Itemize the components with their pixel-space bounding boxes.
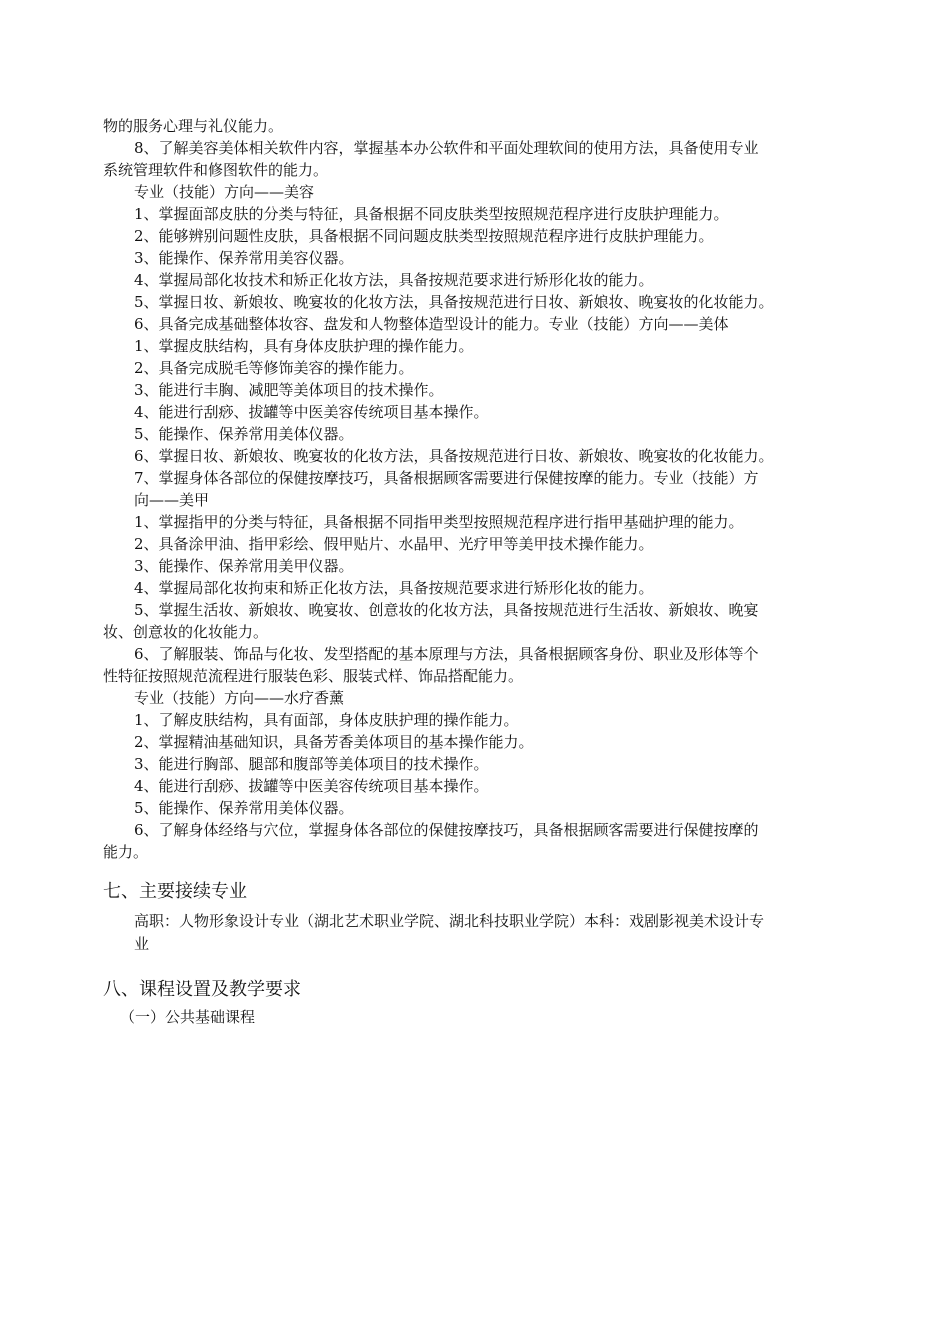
subsection-title: 专业（技能）方向——美容 xyxy=(134,183,315,201)
text-line: 系统管理软件和修图软件的能力。 xyxy=(103,161,329,179)
text-line: 4、能进行刮痧、拔罐等中医美容传统项目基本操作。 xyxy=(134,403,489,421)
text-line: 向——美甲 xyxy=(134,491,210,509)
text-line: 1、掌握面部皮肤的分类与特征，具备根据不同皮肤类型按照规范程序进行皮肤护理能力。 xyxy=(134,205,729,223)
text-line: 3、能操作、保养常用美容仪器。 xyxy=(134,249,354,267)
text-line: 6、了解服装、饰品与化妆、发型搭配的基本原理与方法，具备根据顾客身份、职业及形体等个 xyxy=(134,645,759,663)
section-heading-8: 八、课程设置及教学要求 xyxy=(103,979,301,1000)
text-line: 8、了解美容美体相关软件内容，掌握基本办公软件和平面处理软间的使用方法，具备使用专业 xyxy=(134,139,759,157)
text-line: 妆、创意妆的化妆能力。 xyxy=(103,623,269,641)
text-line: 2、能够辨别问题性皮肤，具备根据不同问题皮肤类型按照规范程序进行皮肤护理能力。 xyxy=(134,227,714,245)
text-line: 性特征按照规范流程进行服装色彩、服装式样、饰品搭配能力。 xyxy=(103,667,524,685)
text-line: 1、掌握皮肤结构，具有身体皮肤护理的操作能力。 xyxy=(134,337,474,355)
text-line: 1、掌握指甲的分类与特征，具备根据不同指甲类型按照规范程序进行指甲基础护理的能力。 xyxy=(134,513,744,531)
text-line: 3、能操作、保养常用美甲仪器。 xyxy=(134,557,354,575)
text-line: 业 xyxy=(134,935,150,953)
text-line: 高职：人物形象设计专业（湖北艺术职业学院、湖北科技职业学院）本科：戏剧影视美术设计专 xyxy=(134,912,765,930)
text-line: 5、掌握日妆、新娘妆、晚宴妆的化妆方法，具备按规范进行日妆、新娘妆、晚宴妆的化妆能力。 xyxy=(134,293,774,311)
section-heading-7: 七、主要接续专业 xyxy=(103,881,247,902)
text-line: 6、掌握日妆、新娘妆、晚宴妆的化妆方法，具备按规范进行日妆、新娘妆、晚宴妆的化妆能力。 xyxy=(134,447,774,465)
text-line: 物的服务心理与礼仪能力。 xyxy=(103,117,284,135)
text-line: 3、能进行丰胸、减肥等美体项目的技术操作。 xyxy=(134,381,444,399)
text-line: 3、能进行胸部、腿部和腹部等美体项目的技术操作。 xyxy=(134,755,489,773)
text-line: 7、掌握身体各部位的保健按摩技巧，具备根据顾客需要进行保健按摩的能力。专业（技能）方 xyxy=(134,469,759,487)
text-line: 2、掌握精油基础知识，具备芳香美体项目的基本操作能力。 xyxy=(134,733,534,751)
text-line: 4、掌握局部化妆拘束和矫正化妆方法，具备按规范要求进行矫形化妆的能力。 xyxy=(134,579,654,597)
text-line: 6、具备完成基础整体妆容、盘发和人物整体造型设计的能力。专业（技能）方向——美体 xyxy=(134,315,729,333)
text-line: 1、了解皮肤结构，具有面部，身体皮肤护理的操作能力。 xyxy=(134,711,519,729)
text-line: 5、能操作、保养常用美体仪器。 xyxy=(134,425,354,443)
text-line: 6、了解身体经络与穴位，掌握身体各部位的保健按摩技巧，具备根据顾客需要进行保健按摩的 xyxy=(134,821,759,839)
text-line: 4、能进行刮痧、拔罐等中医美容传统项目基本操作。 xyxy=(134,777,489,795)
subsection-title: （一）公共基础课程 xyxy=(120,1008,256,1026)
text-line: 2、具备完成脱毛等修饰美容的操作能力。 xyxy=(134,359,414,377)
text-line: 能力。 xyxy=(103,843,149,861)
subsection-title: 专业（技能）方向——水疗香薰 xyxy=(134,689,345,707)
text-line: 5、能操作、保养常用美体仪器。 xyxy=(134,799,354,817)
text-line: 5、掌握生活妆、新娘妆、晚宴妆、创意妆的化妆方法，具备按规范进行生活妆、新娘妆、晚宴 xyxy=(134,601,759,619)
text-line: 4、掌握局部化妆技术和矫正化妆方法，具备按规范要求进行矫形化妆的能力。 xyxy=(134,271,654,289)
text-line: 2、具备涂甲油、指甲彩绘、假甲贴片、水晶甲、光疗甲等美甲技术操作能力。 xyxy=(134,535,654,553)
